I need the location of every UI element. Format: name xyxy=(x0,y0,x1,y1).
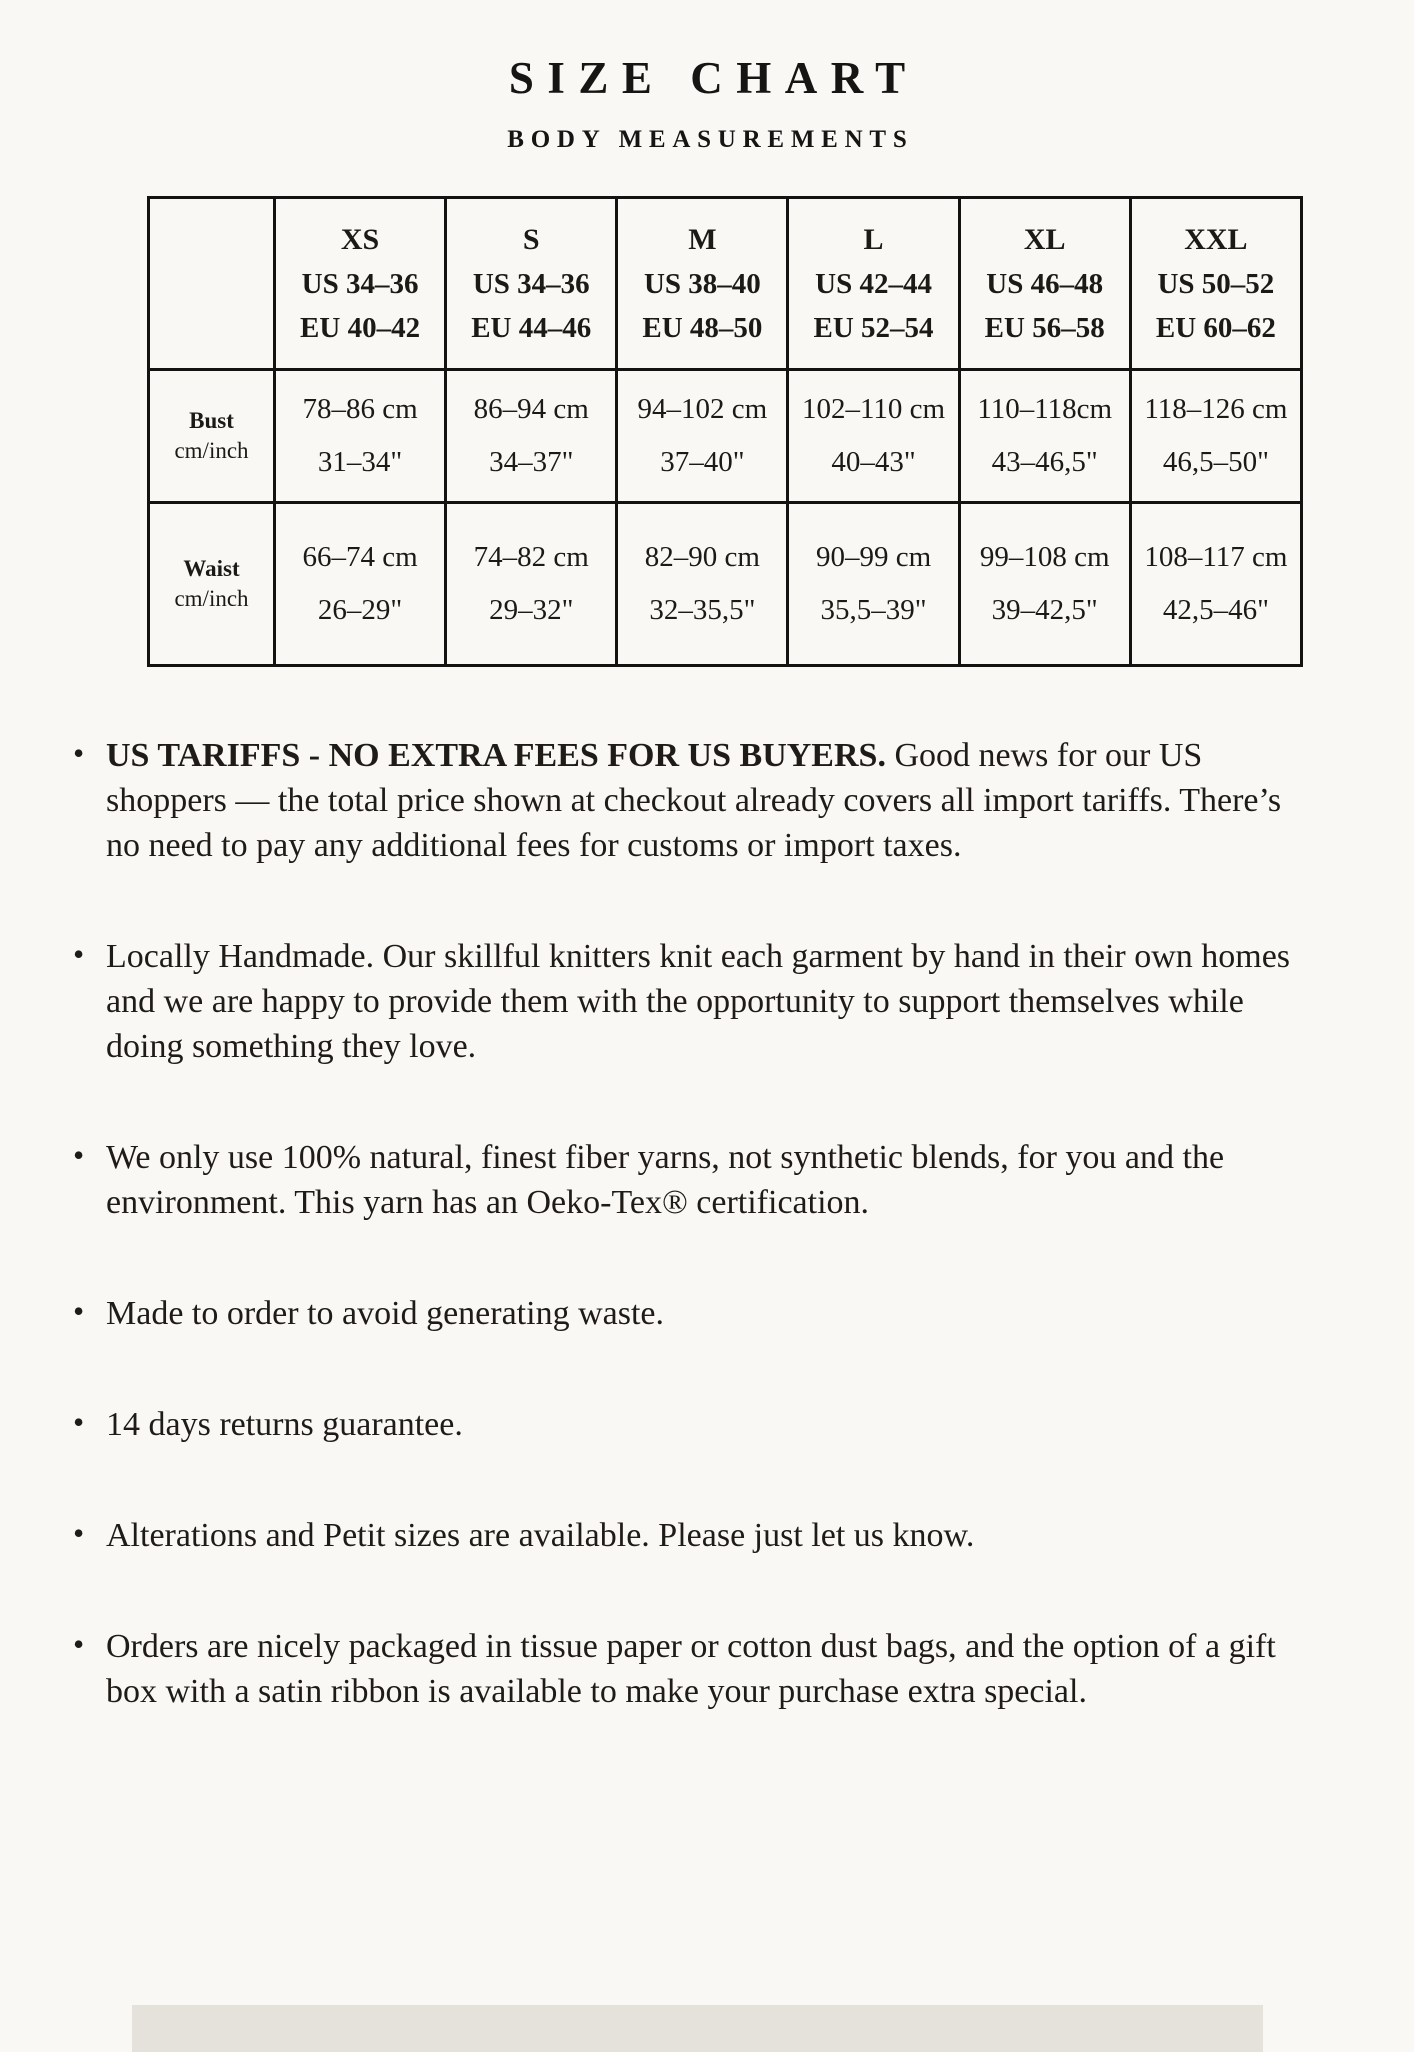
cm-value: 90–99 cm xyxy=(815,541,932,573)
row-label: Bust xyxy=(189,408,234,433)
inch-value: 34–37" xyxy=(489,446,574,478)
row-label: Waist xyxy=(183,556,240,581)
us-size-range: US 34–36 xyxy=(301,267,419,300)
us-size-range: US 50–52 xyxy=(1157,267,1275,300)
eu-size-range: EU 56–58 xyxy=(984,311,1105,344)
us-size-range: US 42–44 xyxy=(815,267,932,300)
inch-value: 31–34" xyxy=(317,446,403,478)
size-label: S xyxy=(522,222,540,256)
bullet-text: Good news for our US shoppers — the total price shown at checkout already covers all import tariffs. There’s no need to pay any additional fees for customs or import taxes. xyxy=(106,737,1282,864)
cm-value: 78–86 cm xyxy=(302,393,418,425)
bullet-text: Made to order to avoid generating waste. xyxy=(106,1295,664,1332)
us-size-range: US 38–40 xyxy=(643,267,761,300)
size-label: XL xyxy=(1023,222,1066,256)
cm-value: 110–118cm xyxy=(977,393,1113,425)
size-column-header-xs xyxy=(275,198,446,370)
size-header-row xyxy=(149,198,1302,370)
bust-cell-s xyxy=(446,370,617,503)
cm-value: 66–74 cm xyxy=(302,541,418,573)
size-label: L xyxy=(863,222,884,256)
bust-cell-xs xyxy=(275,370,446,503)
bullet-text: Locally Handmade. Our skillful knitters knit each garment by hand in their own homes and we are happy to provide them with the opportunity to support themselves while doing something they love. xyxy=(106,938,1291,1065)
info-bullet-returns xyxy=(106,1402,1318,1447)
waist-cell-xl xyxy=(959,503,1130,666)
bust-cell-m xyxy=(617,370,788,503)
page-title: SIZE CHART xyxy=(508,53,919,103)
info-bullet-made-to-order xyxy=(106,1291,1318,1336)
inch-value: 43–46,5" xyxy=(991,446,1098,478)
bust-cell-xxl xyxy=(1130,370,1301,503)
inch-value: 37–40" xyxy=(660,446,745,478)
cm-value: 74–82 cm xyxy=(473,541,589,573)
info-bullet-handmade xyxy=(106,934,1318,1069)
eu-size-range: EU 48–50 xyxy=(642,311,763,344)
eu-size-range: EU 44–46 xyxy=(471,311,592,344)
row-unit: cm/inch xyxy=(174,586,249,611)
bullet-text: Alterations and Petit sizes are available. Please just let us know. xyxy=(106,1517,975,1554)
bust-cell-l xyxy=(788,370,959,503)
row-header-waist xyxy=(149,503,275,666)
row-unit: cm/inch xyxy=(174,438,249,463)
bullet-text: We only use 100% natural, finest fiber yarns, not synthetic blends, for you and the environment. This yarn has an Oeko-Tex® certification. xyxy=(106,1139,1225,1221)
us-size-range: US 34–36 xyxy=(472,267,590,300)
cm-value: 86–94 cm xyxy=(473,393,589,425)
waist-cell-l xyxy=(788,503,959,666)
cm-value: 94–102 cm xyxy=(637,393,768,425)
size-label: M xyxy=(688,222,717,256)
inch-value: 26–29" xyxy=(317,594,403,626)
waist-cell-xs xyxy=(275,503,446,666)
table-corner-cell xyxy=(149,198,275,370)
us-size-range: US 46–48 xyxy=(986,267,1104,300)
bust-measurements-row xyxy=(149,370,1302,503)
inch-value: 32–35,5" xyxy=(649,594,756,626)
cm-value: 102–110 cm xyxy=(801,393,946,425)
bullet-text: 14 days returns guarantee. xyxy=(106,1406,463,1443)
eu-size-range: EU 52–54 xyxy=(813,311,934,344)
cm-value: 99–108 cm xyxy=(979,541,1110,573)
inch-value: 46,5–50" xyxy=(1162,446,1269,478)
size-label: XS xyxy=(340,222,380,256)
inch-value: 29–32" xyxy=(489,594,574,626)
row-header-bust xyxy=(149,370,275,503)
info-bullet-us-tariffs xyxy=(106,733,1318,868)
inch-value: 42,5–46" xyxy=(1162,594,1269,626)
info-bullet-alterations xyxy=(106,1513,1318,1558)
eu-size-range: EU 40–42 xyxy=(300,311,421,344)
page-subtitle: BODY MEASUREMENTS xyxy=(507,126,914,153)
size-column-header-xxl xyxy=(1130,198,1301,370)
next-section-block xyxy=(132,2005,1263,2052)
size-column-header-l xyxy=(788,198,959,370)
info-bullet-natural-yarn xyxy=(106,1135,1318,1225)
size-column-header-xl xyxy=(959,198,1130,370)
inch-value: 35,5–39" xyxy=(820,594,927,626)
eu-size-range: EU 60–62 xyxy=(1155,311,1276,344)
bullet-text: Orders are nicely packaged in tissue paper or cotton dust bags, and the option of a gift box with a satin ribbon is available to make your purchase extra special. xyxy=(106,1628,1276,1710)
inch-value: 39–42,5" xyxy=(991,594,1098,626)
size-chart-table xyxy=(147,196,1303,667)
waist-cell-m xyxy=(617,503,788,666)
cm-value: 108–117 cm xyxy=(1144,541,1288,573)
waist-measurements-row xyxy=(149,503,1302,666)
inch-value: 40–43" xyxy=(831,446,916,478)
size-column-header-m xyxy=(617,198,788,370)
cm-value: 118–126 cm xyxy=(1144,393,1288,425)
product-info-list xyxy=(0,733,1414,1714)
waist-cell-xxl xyxy=(1130,503,1301,666)
cm-value: 82–90 cm xyxy=(644,541,760,573)
size-label: XXL xyxy=(1184,222,1248,256)
info-bullet-packaging xyxy=(106,1624,1318,1714)
size-column-header-s xyxy=(446,198,617,370)
bust-cell-xl xyxy=(959,370,1130,503)
waist-cell-s xyxy=(446,503,617,666)
bullet-bold-text: US TARIFFS - NO EXTRA FEES FOR US BUYERS. xyxy=(106,737,886,774)
